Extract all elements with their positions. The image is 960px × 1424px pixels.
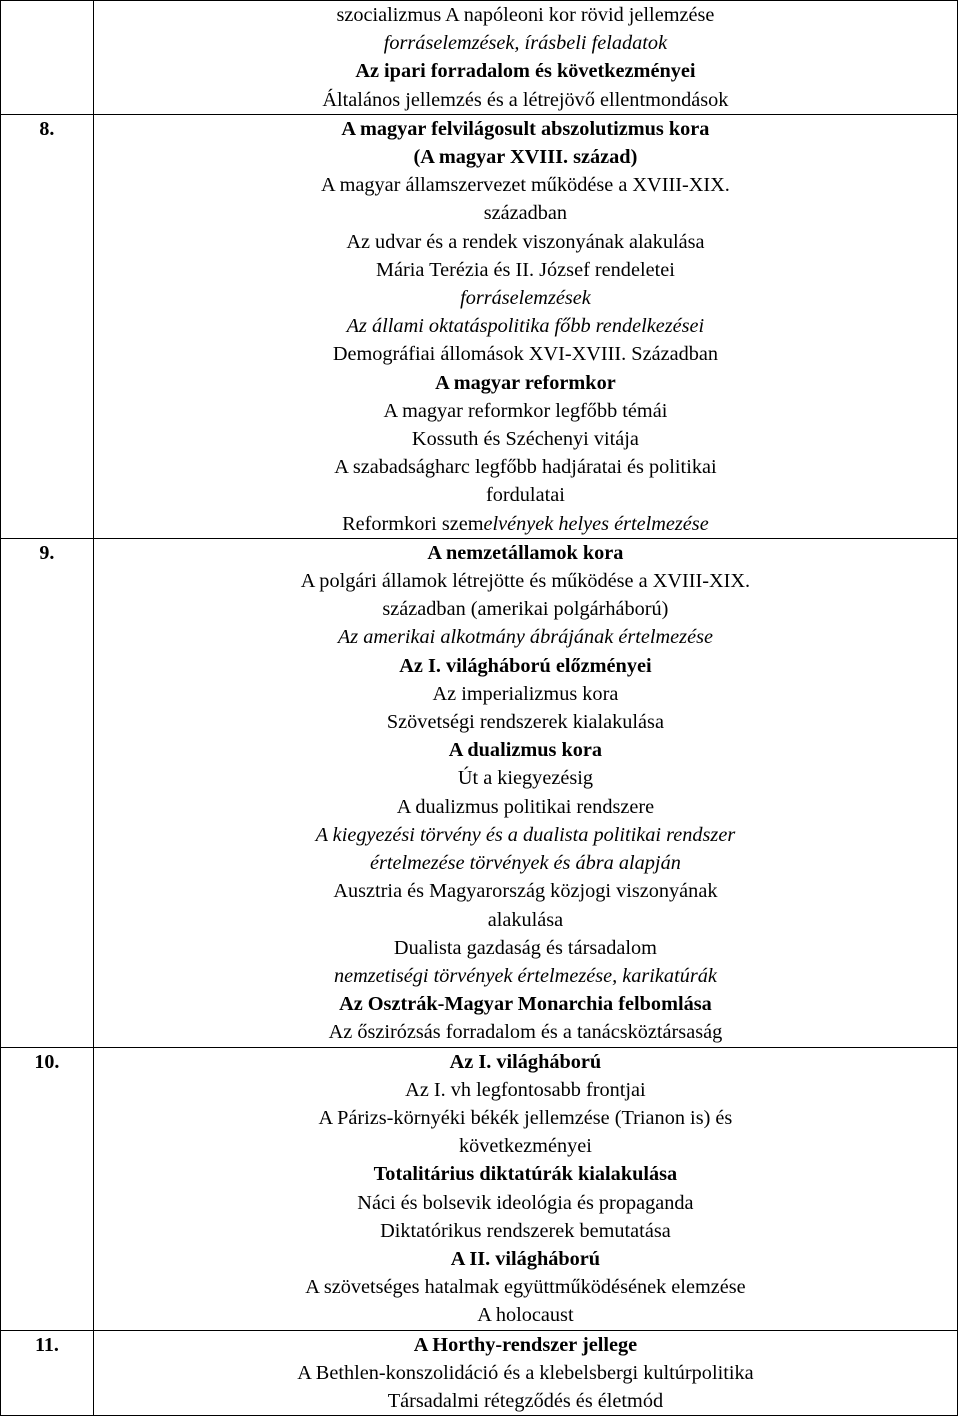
row-number: 11. xyxy=(34,1333,59,1356)
topic-line: Diktatórikus rendszerek bemutatása xyxy=(380,1219,671,1242)
topic-line: értelmezése törvények és ábra alapján xyxy=(369,852,681,875)
topic-line: A Párizs-környéki békék jellemzése (Trianon is) és xyxy=(318,1106,733,1129)
table-row xyxy=(1,1047,958,1330)
row-number xyxy=(1,1,93,29)
topic-line: Ausztria és Magyarország közjogi viszonyának xyxy=(333,880,718,903)
topic-line: században xyxy=(483,202,568,225)
topic-line: A szabadságharc legfőbb hadjáratai és politikai xyxy=(334,456,717,479)
topic-line-part: elvények helyes értelmezése xyxy=(483,512,709,535)
topic-line: században (amerikai polgárháború) xyxy=(382,598,669,621)
topic-cell xyxy=(93,1330,957,1416)
topic-heading: A II. világháború xyxy=(450,1247,601,1270)
topic-line: forráselemzések xyxy=(460,287,591,310)
topic-heading: A dualizmus kora xyxy=(448,739,603,762)
topic-heading: (A magyar XVIII. század) xyxy=(413,146,638,169)
row-number-cell xyxy=(1,114,94,538)
topic-line: A magyar reformkor legfőbb témái xyxy=(383,399,668,422)
table-row xyxy=(1,1330,958,1416)
row-number-cell xyxy=(1,1047,94,1330)
topic-line: Mária Terézia és II. József rendeletei xyxy=(375,258,675,281)
topic-line: Társadalmi rétegződés és életmód xyxy=(387,1389,664,1412)
topic-line: A kiegyezési törvény és a dualista politikai rendszer xyxy=(315,823,736,846)
topic-line: Az állami oktatáspolitika főbb rendelkezései xyxy=(346,315,705,338)
row-number-cell xyxy=(1,1,94,115)
topic-line: A szövetséges hatalmak együttműködésének elemzése xyxy=(305,1276,746,1299)
topic-line-mixed xyxy=(94,510,957,538)
topic-heading: A Horthy-rendszer jellege xyxy=(413,1333,638,1356)
topic-heading: A nemzetállamok kora xyxy=(427,541,624,564)
topic-line: Dualista gazdaság és társadalom xyxy=(393,936,657,959)
topic-heading: Az I. világháború xyxy=(449,1050,602,1073)
topic-line-part: Reformkori szem xyxy=(342,512,484,535)
topic-line: Az amerikai alkotmány ábrájának értelmezése xyxy=(337,626,713,649)
topic-line: Általános jellemzés és a létrejövő ellentmondások xyxy=(322,88,729,111)
topic-heading: A magyar felvilágosult abszolutizmus kora xyxy=(341,117,710,140)
row-number-cell xyxy=(1,1330,94,1416)
topic-line: következményei xyxy=(458,1135,592,1158)
topic-line: nemzetiségi törvények értelmezése, karikatúrák xyxy=(333,964,717,987)
topic-line: A magyar államszervezet működése a XVIII-XIX. xyxy=(321,174,730,197)
topic-heading: A magyar reformkor xyxy=(435,371,616,394)
topic-line: fordulatai xyxy=(486,484,565,507)
topic-heading: Az Osztrák-Magyar Monarchia felbomlása xyxy=(339,993,712,1016)
topic-heading: Az I. világháború előzményei xyxy=(399,654,652,677)
table-row xyxy=(1,114,958,538)
topic-line: Az udvar és a rendek viszonyának alakulása xyxy=(346,230,705,253)
row-number: 9. xyxy=(39,541,55,564)
topic-line: Az őszirózsás forradalom és a tanácsköztársaság xyxy=(328,1021,723,1044)
table-body xyxy=(1,1,958,1416)
row-number: 10. xyxy=(34,1050,60,1073)
topic-line: szocializmus A napóleoni kor rövid jellemzése xyxy=(336,4,715,26)
topic-line: Náci és bolsevik ideológia és propaganda xyxy=(357,1191,694,1214)
topic-line: A dualizmus politikai rendszere xyxy=(396,795,655,818)
topic-line: A Bethlen-konszolidáció és a klebelsbergi kultúrpolitika xyxy=(297,1361,754,1384)
topic-line: Kossuth és Széchenyi vitája xyxy=(411,428,639,451)
topic-line: Demográfiai állomások XVI-XVIII. Században xyxy=(332,343,719,366)
topic-line: A holocaust xyxy=(477,1304,574,1327)
topic-line: forráselemzések, írásbeli feladatok xyxy=(383,32,668,55)
topic-line: A polgári államok létrejötte és működése a XVIII-XIX. xyxy=(300,570,751,593)
row-number: 8. xyxy=(39,117,55,140)
topic-heading: Totalitárius diktatúrák kialakulása xyxy=(373,1163,678,1186)
topic-line: alakulása xyxy=(487,908,564,931)
topic-cell xyxy=(93,1,957,115)
topic-cell xyxy=(93,114,957,538)
row-number-cell xyxy=(1,538,94,1047)
topic-line: Az imperializmus kora xyxy=(432,682,619,705)
topic-cell xyxy=(93,538,957,1047)
topic-line: Az I. vh legfontosabb frontjai xyxy=(405,1078,646,1101)
topic-cell xyxy=(93,1047,957,1330)
table-row xyxy=(1,538,958,1047)
topic-line: Út a kiegyezésig xyxy=(457,767,593,790)
topic-heading: Az ipari forradalom és következményei xyxy=(355,60,696,83)
topic-line: Szövetségi rendszerek kialakulása xyxy=(386,711,664,734)
table-row xyxy=(1,1,958,115)
